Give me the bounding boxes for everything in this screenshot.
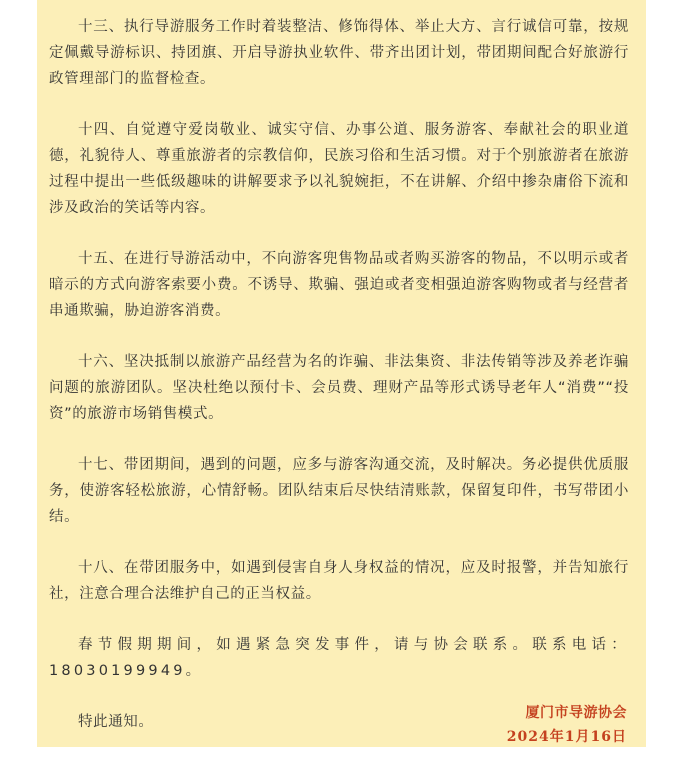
signature-organization: 厦门市导游协会: [525, 705, 627, 721]
paragraph-18: 十八、在带团服务中，如遇到侵害自身人身权益的情况，应及时报警，并告知旅行社，注意合理合法维护自己的正当权益。: [49, 560, 629, 602]
document-body: [49, 14, 629, 760]
paragraph-15: 十五、在进行导游活动中，不向游客兜售物品或者购买游客的物品，不以明示或者暗示的方式向游客索要小费。不诱导、欺骗、强迫或者变相强迫游客购物或者与经营者串通欺骗，胁迫游客消费。: [49, 251, 629, 319]
contact-paragraph: 春节假期期间，如遇紧急突发事件，请与协会联系。联系电话：18030199949。: [49, 637, 629, 679]
closing-remark: 特此通知。: [78, 714, 154, 730]
signature-date: 2024年1月16日: [506, 729, 627, 745]
paragraph-16: 十六、坚决抵制以旅游产品经营为名的诈骗、非法集资、非法传销等涉及养老诈骗问题的旅游团队。坚决杜绝以预付卡、会员费、理财产品等形式诱导老年人“消费”“投资”的旅游市场销售模式。: [49, 354, 629, 422]
paragraph-13: 十三、执行导游服务工作时着装整洁、修饰得体、举止大方、言行诚信可靠，按规定佩戴导游标识、持团旗、开启导游执业软件、带齐出团计划，带团期间配合好旅游行政管理部门的监督检查。: [49, 19, 629, 87]
paragraph-14: 十四、自觉遵守爱岗敬业、诚实守信、办事公道、服务游客、奉献社会的职业道德，礼貌待人、尊重旅游者的宗教信仰，民族习俗和生活习惯。对于个别旅游者在旅游过程中提出一些低级趣味的讲解要求予以礼貌婉拒，不在讲解、介绍中掺杂庸俗下流和涉及政治的笑话等内容。: [49, 122, 629, 216]
paragraph-17: 十七、带团期间，遇到的问题，应多与游客沟通交流，及时解决。务必提供优质服务，使游客轻松旅游，心情舒畅。团队结束后尽快结清账款，保留复印件，书写带团小结。: [49, 457, 629, 525]
